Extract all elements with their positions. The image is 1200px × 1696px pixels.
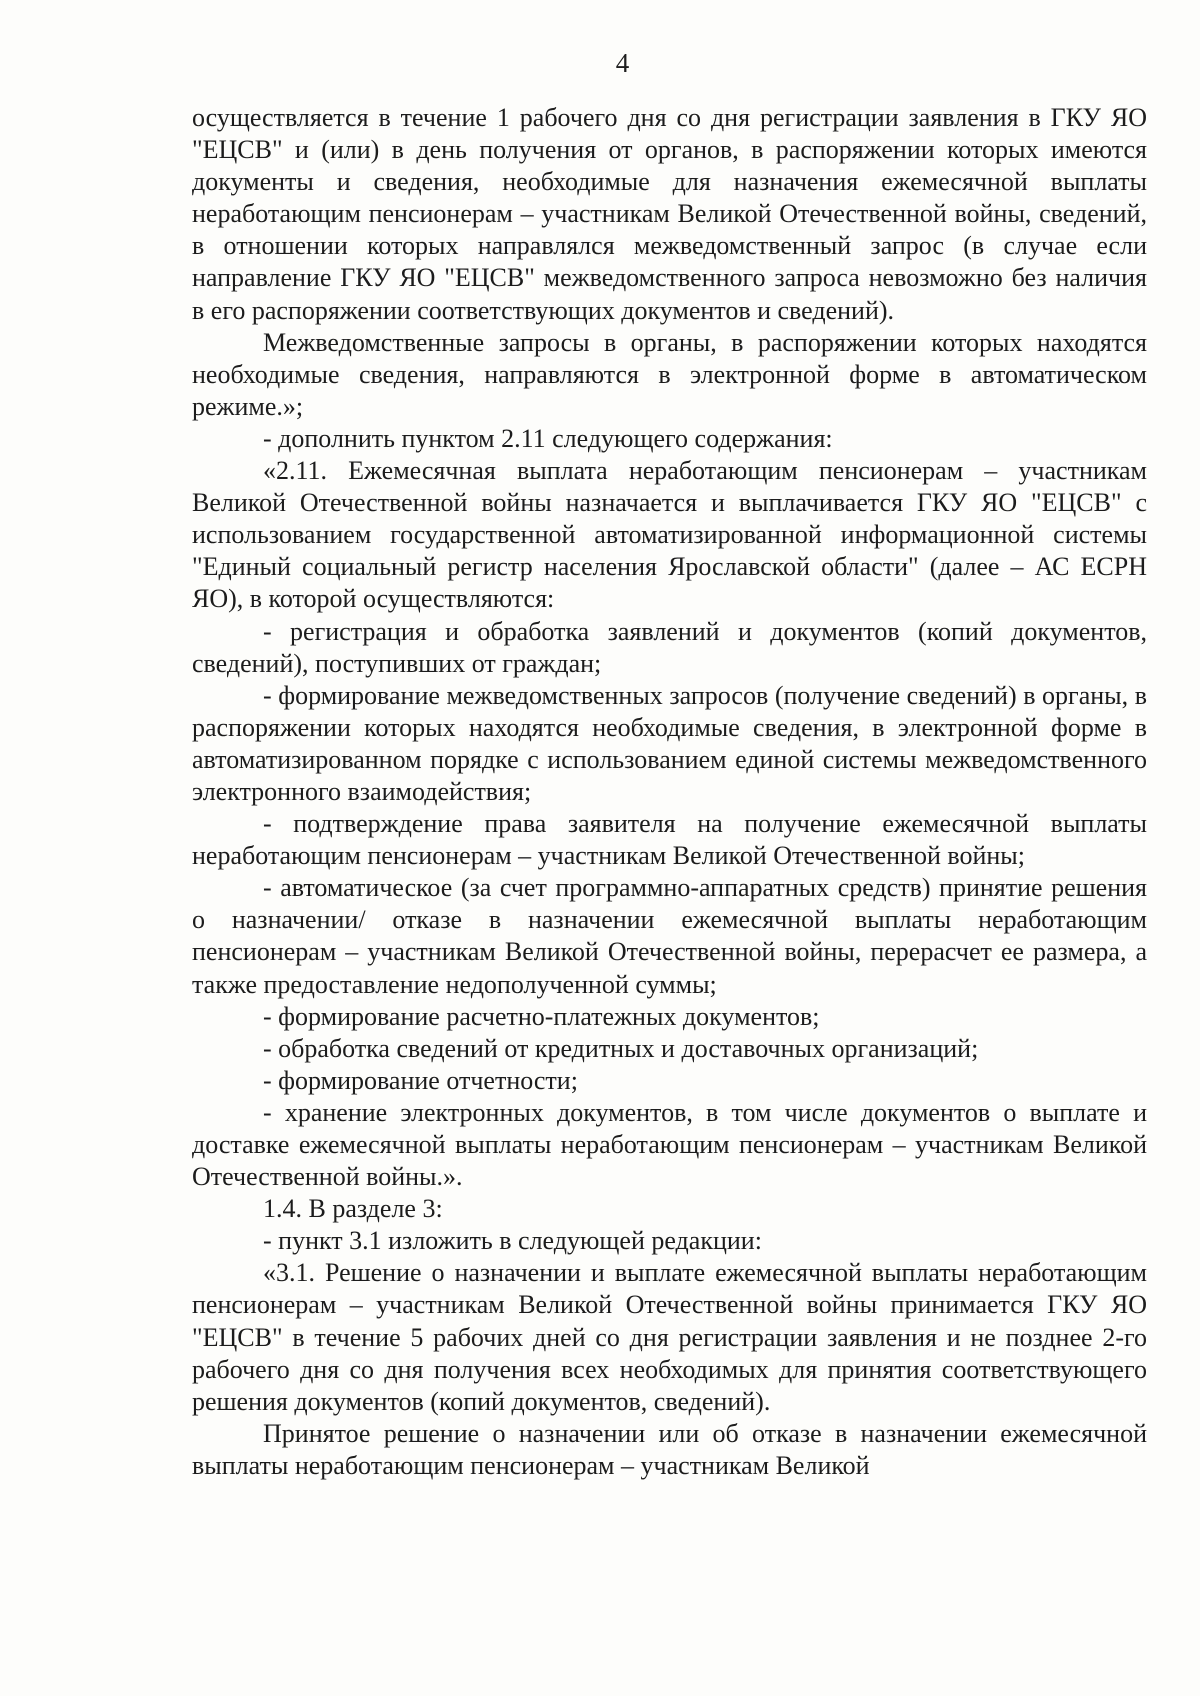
paragraph: - дополнить пунктом 2.11 следующего содержания: [263,423,833,453]
list-item: - формирование отчетности; [263,1065,578,1095]
section-heading: 1.4. В разделе 3: [263,1194,443,1224]
list-item: - регистрация и обработка заявлений и документов (копий документов, сведений), поступивших от граждан; [192,616,1147,678]
paragraph: осуществляется в течение 1 рабочего дня со дня регистрации заявления в ГКУ ЯО "ЕЦСВ" и (или) в день получения от органов, в распоряжении которых имеются документы и сведения, необходимые для назначения ежемесячной выплаты неработающим пенсионерам – участникам Великой Отечественной войны, сведений, в отношении которых направлялся межведомственный запрос (в случае если направление ГКУ ЯО "ЕЦСВ" межведомственного запроса невозможно без наличия в его распоряжении соответствующих документов и сведений). [192,103,1147,325]
paragraph: «2.11. Ежемесячная выплата неработающим пенсионерам – участникам Великой Отечественной войны назначается и выплачивается ГКУ ЯО "ЕЦСВ" с использованием государственной автоматизированной информационной системы "Единый социальный регистр населения Ярославской области" (далее – АС ЕСРН ЯО), в которой осуществляются: [192,456,1147,614]
paragraph: - пункт 3.1 изложить в следующей редакции: [263,1226,762,1256]
list-item: - хранение электронных документов, в том числе документов о выплате и доставке ежемесячной выплаты неработающим пенсионерам – участникам Великой Отечественной войны.». [192,1097,1147,1192]
paragraph: Принятое решение о назначении или об отказе в назначении ежемесячной выплаты неработающим пенсионерам – участникам Великой [192,1418,1147,1480]
paragraph: Межведомственные запросы в органы, в распоряжении которых находятся необходимые сведения, направляются в электронной форме в автоматическом режиме.»; [192,327,1147,421]
paragraph: «3.1. Решение о назначении и выплате ежемесячной выплаты неработающим пенсионерам – участникам Великой Отечественной войны принимается ГКУ ЯО "ЕЦСВ" в течение 5 рабочих дней со дня регистрации заявления и не позднее 2-го рабочего дня со дня получения всех необходимых для принятия соответствующего решения документов (копий документов, сведений). [192,1258,1147,1416]
list-item: - обработка сведений от кредитных и доставочных организаций; [263,1033,979,1063]
list-item: - автоматическое (за счет программно-аппаратных средств) принятие решения о назначении/ отказе в назначении ежемесячной выплаты неработающим пенсионерам – участникам Великой Отечественной войны, перерасчет ее размера, а также предоставление недополученной суммы; [192,873,1147,999]
list-item: - формирование расчетно-платежных документов; [263,1001,820,1031]
document-body [192,102,1147,1482]
list-item: - формирование межведомственных запросов (получение сведений) в органы, в распоряжении которых находятся необходимые сведения, в электронной форме в автоматизированном порядке с использованием единой системы межведомственного электронного взаимодействия; [192,680,1147,806]
list-item: - подтверждение права заявителя на получение ежемесячной выплаты неработающим пенсионерам – участникам Великой Отечественной войны; [192,809,1147,871]
page-number: 4 [615,48,630,78]
